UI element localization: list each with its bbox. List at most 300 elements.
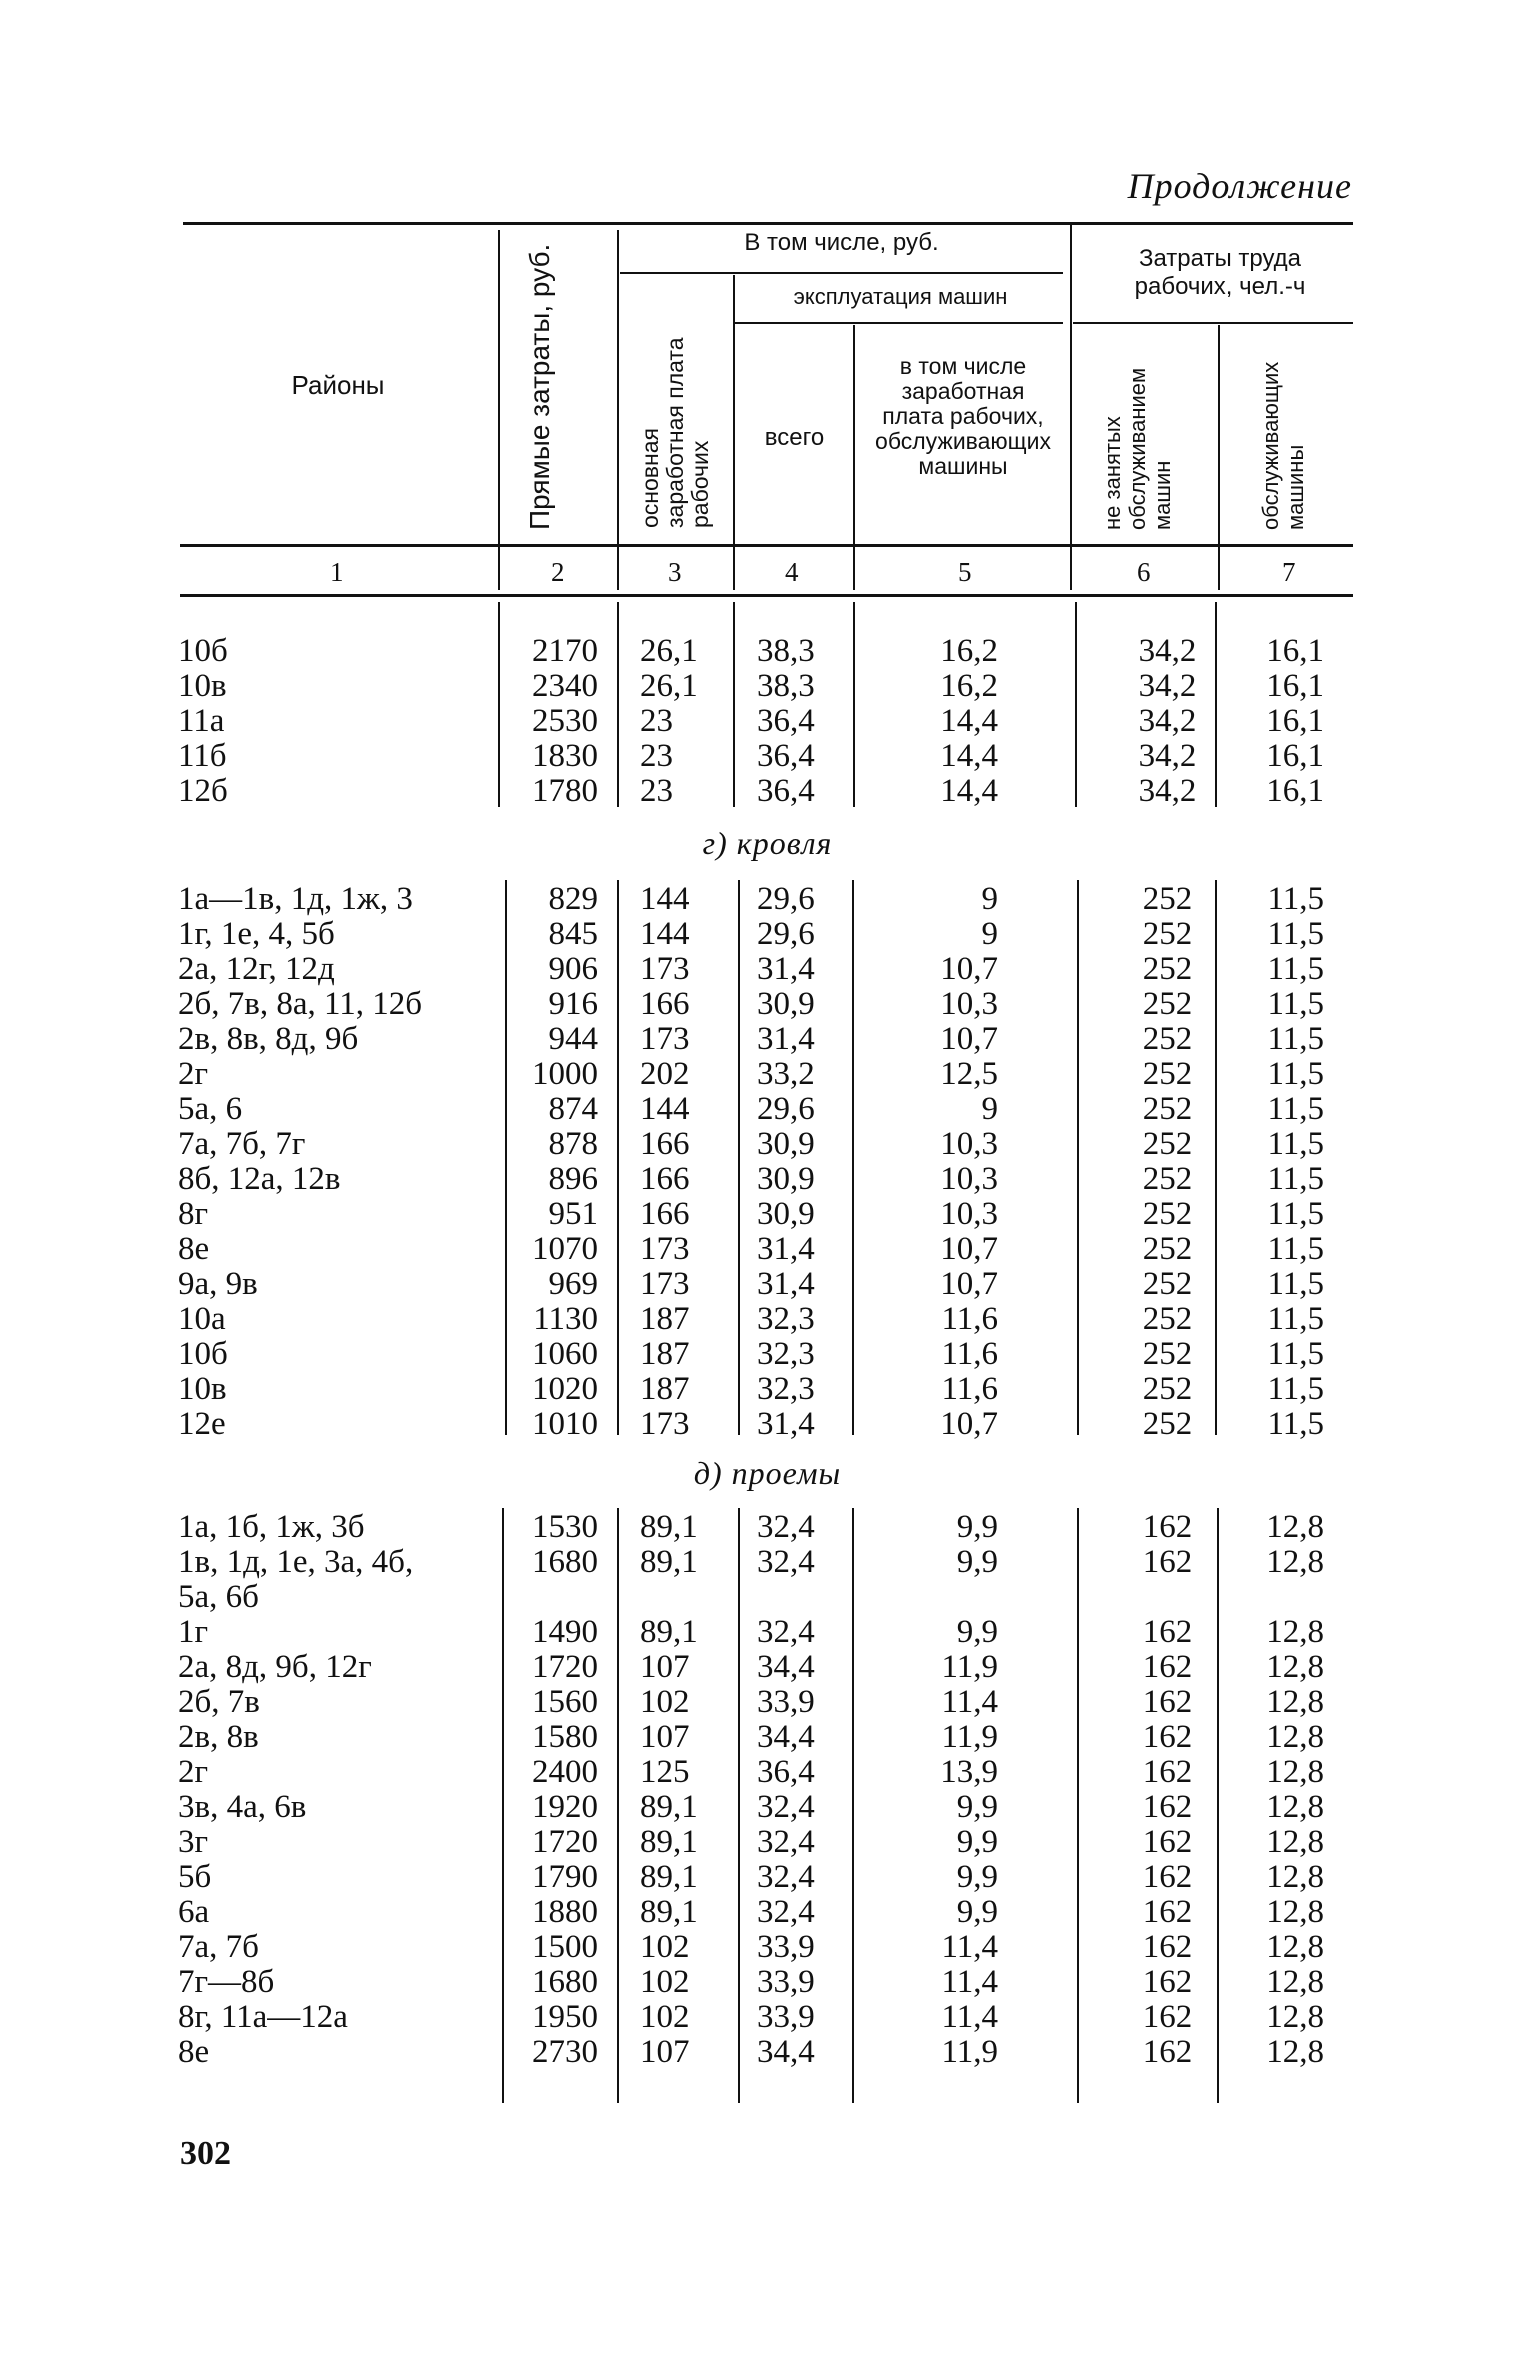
cell-region: 2б, 7в, 8а, 11, 12б	[178, 986, 423, 1022]
cell-wage: 89,1	[640, 1789, 698, 1825]
cell-direct: 896	[548, 1161, 598, 1197]
cell-labor-machines: 12,8	[1266, 1894, 1324, 1930]
cell-machines-wage: 11,9	[941, 1649, 998, 1685]
cell-region: 7г—8б	[178, 1964, 275, 2000]
cell-machines-wage: 9,9	[956, 1894, 998, 1930]
table-row	[0, 1650, 1535, 1685]
cell-machines-total: 32,4	[757, 1614, 815, 1650]
cell-labor-not-machines: 162	[1142, 1999, 1193, 2035]
cell-region: 10б	[178, 1336, 228, 1372]
cell-labor-machines: 16,1	[1266, 703, 1324, 739]
cell-wage: 173	[640, 1231, 690, 1267]
table-row	[0, 1022, 1535, 1057]
cell-direct: 845	[548, 916, 598, 952]
cell-machines-wage: 11,6	[941, 1301, 998, 1337]
cell-machines-wage: 9	[981, 916, 998, 952]
cell-direct: 878	[548, 1126, 598, 1162]
cell-direct: 874	[548, 1091, 598, 1127]
cell-machines-total: 32,4	[757, 1824, 815, 1860]
cell-labor-not-machines: 252	[1142, 881, 1193, 917]
table-row	[0, 1615, 1535, 1650]
cell-wage: 89,1	[640, 1509, 698, 1545]
cell-machines-wage: 11,4	[941, 1964, 998, 2000]
table-row	[0, 1825, 1535, 1860]
cell-region: 12б	[178, 773, 228, 809]
cell-labor-not-machines: 162	[1142, 1509, 1193, 1545]
cell-wage: 23	[640, 738, 673, 774]
cell-direct: 1780	[532, 773, 598, 809]
column-number-7: 7	[1282, 557, 1296, 587]
cell-machines-wage: 9,9	[956, 1824, 998, 1860]
cell-labor-machines: 12,8	[1266, 1614, 1324, 1650]
cell-labor-machines: 11,5	[1267, 1336, 1324, 1372]
cell-machines-total: 29,6	[757, 1091, 815, 1127]
cell-labor-machines: 11,5	[1267, 1161, 1324, 1197]
cell-labor-machines: 12,8	[1266, 1859, 1324, 1895]
cell-machines-total: 34,4	[757, 1719, 815, 1755]
cell-machines-total: 32,3	[757, 1336, 815, 1372]
header-group-labor: Затраты труда рабочих, чел.-ч	[1134, 245, 1306, 300]
cell-labor-machines: 12,8	[1266, 1754, 1324, 1790]
header-group-rub: В том числе, руб.	[744, 229, 939, 256]
cell-direct: 1490	[532, 1614, 598, 1650]
cell-machines-total: 32,4	[757, 1894, 815, 1930]
cell-labor-machines: 11,5	[1267, 1021, 1324, 1057]
cell-machines-wage: 9	[981, 881, 998, 917]
cell-machines-wage: 10,7	[940, 1266, 998, 1302]
cell-labor-not-machines: 162	[1142, 1719, 1193, 1755]
cell-machines-total: 31,4	[757, 1021, 815, 1057]
cell-direct: 1130	[533, 1301, 598, 1337]
cell-machines-wage: 14,4	[940, 703, 998, 739]
cell-machines-total: 30,9	[757, 1126, 815, 1162]
cell-wage: 102	[640, 1999, 690, 2035]
cell-region: 11а	[178, 703, 225, 739]
cell-region: 2в, 8в, 8д, 9б	[178, 1021, 359, 1057]
cell-machines-wage: 10,7	[940, 951, 998, 987]
cell-region: 12е	[178, 1406, 226, 1442]
cell-labor-not-machines: 34,2	[1138, 773, 1197, 809]
cell-wage: 107	[640, 1649, 690, 1685]
cell-machines-total: 36,4	[757, 773, 815, 809]
cell-machines-wage: 11,4	[941, 1929, 998, 1965]
cell-direct: 1010	[532, 1406, 598, 1442]
cell-machines-total: 31,4	[757, 1231, 815, 1267]
column-numbers-rule	[180, 594, 1353, 597]
cell-labor-not-machines: 252	[1142, 1266, 1193, 1302]
table-row	[0, 1755, 1535, 1790]
table-row	[0, 1197, 1535, 1232]
cell-region: 11б	[178, 738, 227, 774]
header-group-machines: эксплуатация машин	[793, 284, 1008, 309]
table-row	[0, 739, 1535, 774]
cell-region: 7а, 7б, 7г	[178, 1126, 306, 1162]
cell-wage: 173	[640, 1021, 690, 1057]
cell-region: 8б, 12а, 12в	[178, 1161, 341, 1197]
table-row	[0, 1860, 1535, 1895]
cell-machines-wage: 11,6	[941, 1336, 998, 1372]
continuation-note: Продолжение	[1127, 166, 1352, 206]
cell-wage: 89,1	[640, 1824, 698, 1860]
cell-machines-total: 30,9	[757, 1161, 815, 1197]
cell-labor-machines: 12,8	[1266, 1964, 1324, 2000]
cell-machines-total: 33,9	[757, 1684, 815, 1720]
cell-labor-machines: 12,8	[1266, 1999, 1324, 2035]
table-row	[0, 952, 1535, 987]
cell-direct: 1680	[532, 1964, 598, 2000]
cell-labor-machines: 11,5	[1267, 1301, 1324, 1337]
cell-direct: 1500	[532, 1929, 598, 1965]
cell-labor-not-machines: 162	[1142, 1964, 1193, 2000]
col-divider-1	[498, 230, 500, 590]
cell-machines-wage: 9	[981, 1091, 998, 1127]
header-base-wage: основная заработная плата рабочих	[637, 337, 713, 528]
table-row	[0, 2000, 1535, 2035]
cell-region: 1а, 1б, 1ж, 3б	[178, 1509, 365, 1545]
cell-region: 8г, 11а—12а	[178, 1999, 348, 2035]
cell-machines-total: 34,4	[757, 2034, 815, 2070]
cell-wage: 107	[640, 1719, 690, 1755]
table-row	[0, 917, 1535, 952]
table-row	[0, 882, 1535, 917]
col-divider-3	[733, 275, 735, 590]
group-labor-underline	[1073, 322, 1353, 324]
cell-machines-wage: 12,5	[940, 1056, 998, 1092]
column-number-6: 6	[1137, 557, 1151, 587]
cell-labor-machines: 12,8	[1266, 2034, 1324, 2070]
cell-machines-total: 30,9	[757, 1196, 815, 1232]
cell-direct: 1720	[532, 1649, 598, 1685]
cell-direct: 829	[548, 881, 598, 917]
cell-region: 2г	[178, 1056, 209, 1092]
cell-labor-not-machines: 162	[1142, 1649, 1193, 1685]
cell-labor-machines: 12,8	[1266, 1929, 1324, 1965]
cell-machines-wage: 10,3	[940, 1126, 998, 1162]
table-row	[0, 1930, 1535, 1965]
cell-direct: 1720	[532, 1824, 598, 1860]
cell-direct: 2530	[532, 703, 598, 739]
cell-machines-total: 36,4	[757, 703, 815, 739]
cell-wage: 23	[640, 773, 673, 809]
cell-wage: 166	[640, 1196, 690, 1232]
cell-machines-total: 33,2	[757, 1056, 815, 1092]
cell-region: 2г	[178, 1754, 209, 1790]
cell-wage: 173	[640, 1266, 690, 1302]
cell-region: 3в, 4а, 6в	[178, 1789, 307, 1825]
cell-region: 1г	[178, 1614, 209, 1650]
header-regions: Районы	[291, 370, 385, 400]
cell-wage: 144	[640, 916, 690, 952]
table-row	[0, 1127, 1535, 1162]
cell-labor-not-machines: 252	[1142, 1336, 1193, 1372]
table-row	[0, 1510, 1535, 1545]
cell-machines-total: 32,3	[757, 1301, 815, 1337]
cell-labor-machines: 11,5	[1267, 986, 1324, 1022]
cell-labor-not-machines: 162	[1142, 1684, 1193, 1720]
cell-labor-not-machines: 34,2	[1138, 738, 1197, 774]
cell-wage: 125	[640, 1754, 690, 1790]
cell-labor-machines: 11,5	[1267, 881, 1324, 917]
cell-labor-not-machines: 252	[1142, 1091, 1193, 1127]
cell-region: 3г	[178, 1824, 209, 1860]
cell-labor-not-machines: 162	[1142, 1859, 1193, 1895]
cell-labor-not-machines: 162	[1142, 1754, 1193, 1790]
table-row	[0, 1790, 1535, 1825]
cell-wage: 144	[640, 881, 690, 917]
group-machines-underline	[735, 322, 1063, 324]
cell-direct: 2400	[532, 1754, 598, 1790]
cell-wage: 166	[640, 986, 690, 1022]
table-row	[0, 1372, 1535, 1407]
header-direct-costs: Прямые затраты, руб.	[524, 243, 555, 530]
cell-direct: 2170	[532, 633, 598, 669]
cell-direct: 2340	[532, 668, 598, 704]
table-row	[0, 1267, 1535, 1302]
cell-machines-total: 32,4	[757, 1509, 815, 1545]
cell-direct: 944	[548, 1021, 598, 1057]
header-labor-not-machines: не занятых обслуживанием машин	[1100, 367, 1175, 530]
cell-machines-wage: 10,3	[940, 1161, 998, 1197]
cell-direct: 1060	[532, 1336, 598, 1372]
cell-machines-wage: 13,9	[940, 1754, 998, 1790]
cell-machines-total: 33,9	[757, 1929, 815, 1965]
cell-region: 8е	[178, 1231, 210, 1267]
cell-region: 8г	[178, 1196, 209, 1232]
cell-labor-machines: 12,8	[1266, 1509, 1324, 1545]
cell-region: 10в	[178, 668, 227, 704]
cell-direct: 951	[548, 1196, 598, 1232]
cell-machines-total: 32,4	[757, 1544, 815, 1580]
column-number-4: 4	[785, 557, 799, 587]
cell-machines-total: 36,4	[757, 738, 815, 774]
table-row	[0, 1580, 1535, 1615]
cell-labor-machines: 16,1	[1266, 738, 1324, 774]
cell-machines-wage: 11,9	[941, 1719, 998, 1755]
col-divider-2	[617, 230, 619, 590]
cell-labor-not-machines: 252	[1142, 1406, 1193, 1442]
cell-direct: 916	[548, 986, 598, 1022]
table-row	[0, 774, 1535, 809]
column-number-3: 3	[668, 557, 682, 587]
cell-direct: 1790	[532, 1859, 598, 1895]
cell-region: 1в, 1д, 1е, 3а, 4б,	[178, 1544, 414, 1580]
table-row	[0, 1232, 1535, 1267]
cell-direct: 906	[548, 951, 598, 987]
cell-region: 2в, 8в	[178, 1719, 259, 1755]
cell-labor-machines: 11,5	[1267, 1126, 1324, 1162]
cell-wage: 89,1	[640, 1894, 698, 1930]
cell-machines-wage: 11,4	[941, 1999, 998, 2035]
cell-labor-machines: 16,1	[1266, 773, 1324, 809]
cell-labor-not-machines: 162	[1142, 1544, 1193, 1580]
table-row	[0, 1162, 1535, 1197]
cell-machines-total: 31,4	[757, 1266, 815, 1302]
table-row	[0, 634, 1535, 669]
cell-labor-not-machines: 252	[1142, 1056, 1193, 1092]
cell-direct: 1530	[532, 1509, 598, 1545]
cell-labor-not-machines: 252	[1142, 986, 1193, 1022]
cell-labor-machines: 11,5	[1267, 1266, 1324, 1302]
cell-direct: 1020	[532, 1371, 598, 1407]
cell-labor-not-machines: 252	[1142, 1161, 1193, 1197]
cell-labor-not-machines: 34,2	[1138, 633, 1197, 669]
page-number: 302	[180, 2135, 231, 2172]
table-row	[0, 2035, 1535, 2070]
cell-machines-total: 32,3	[757, 1371, 815, 1407]
cell-labor-not-machines: 252	[1142, 1371, 1193, 1407]
cell-labor-not-machines: 252	[1142, 1231, 1193, 1267]
cell-labor-not-machines: 162	[1142, 1824, 1193, 1860]
cell-wage: 89,1	[640, 1544, 698, 1580]
table-row	[0, 1685, 1535, 1720]
cell-labor-not-machines: 252	[1142, 1301, 1193, 1337]
cell-region: 2а, 8д, 9б, 12г	[178, 1649, 372, 1685]
cell-wage: 187	[640, 1301, 690, 1337]
cell-wage: 202	[640, 1056, 690, 1092]
cell-machines-wage: 11,4	[941, 1684, 998, 1720]
cell-direct: 2730	[532, 2034, 598, 2070]
table-row	[0, 1895, 1535, 1930]
cell-direct: 1920	[532, 1789, 598, 1825]
cell-direct: 1000	[532, 1056, 598, 1092]
cell-machines-wage: 14,4	[940, 738, 998, 774]
cell-machines-wage: 16,2	[940, 668, 998, 704]
cell-machines-total: 32,4	[757, 1859, 815, 1895]
cell-machines-total: 30,9	[757, 986, 815, 1022]
table-row	[0, 1965, 1535, 2000]
cell-machines-wage: 10,7	[940, 1406, 998, 1442]
cell-labor-machines: 11,5	[1267, 1371, 1324, 1407]
cell-machines-wage: 11,6	[941, 1371, 998, 1407]
group-rub-underline	[620, 272, 1063, 274]
section-title-roof: г) кровля	[702, 825, 833, 861]
cell-labor-machines: 12,8	[1266, 1684, 1324, 1720]
cell-labor-machines: 11,5	[1267, 1196, 1324, 1232]
table-row	[0, 1057, 1535, 1092]
cell-machines-total: 38,3	[757, 668, 815, 704]
cell-labor-machines: 11,5	[1267, 916, 1324, 952]
cell-wage: 26,1	[640, 633, 698, 669]
cell-region: 9а, 9в	[178, 1266, 258, 1302]
cell-region: 1г, 1е, 4, 5б	[178, 916, 335, 952]
cell-labor-machines: 11,5	[1267, 1056, 1324, 1092]
cell-machines-total: 29,6	[757, 881, 815, 917]
cell-wage: 107	[640, 2034, 690, 2070]
cell-machines-total: 32,4	[757, 1789, 815, 1825]
col-divider-6	[1218, 325, 1220, 590]
cell-direct: 1070	[532, 1231, 598, 1267]
cell-labor-machines: 11,5	[1267, 1406, 1324, 1442]
cell-labor-not-machines: 252	[1142, 1196, 1193, 1232]
cell-region: 5а, 6б	[178, 1579, 259, 1615]
cell-labor-not-machines: 252	[1142, 1126, 1193, 1162]
cell-region: 6а	[178, 1894, 210, 1930]
cell-machines-wage: 11,9	[941, 2034, 998, 2070]
table-row	[0, 1092, 1535, 1127]
cell-machines-wage: 14,4	[940, 773, 998, 809]
cell-machines-wage: 9,9	[956, 1544, 998, 1580]
cell-labor-not-machines: 162	[1142, 1614, 1193, 1650]
cell-machines-total: 36,4	[757, 1754, 815, 1790]
cell-region: 2а, 12г, 12д	[178, 951, 335, 987]
cell-region: 10а	[178, 1301, 226, 1337]
cell-wage: 144	[640, 1091, 690, 1127]
cell-labor-not-machines: 34,2	[1138, 703, 1197, 739]
cell-direct: 1830	[532, 738, 598, 774]
cell-machines-wage: 9,9	[956, 1614, 998, 1650]
cell-machines-wage: 9,9	[956, 1509, 998, 1545]
cell-region: 8е	[178, 2034, 210, 2070]
column-number-2: 2	[551, 557, 565, 587]
cell-labor-not-machines: 162	[1142, 1894, 1193, 1930]
table-row	[0, 1407, 1535, 1442]
cell-labor-machines: 11,5	[1267, 1091, 1324, 1127]
cell-labor-machines: 12,8	[1266, 1824, 1324, 1860]
cell-machines-wage: 16,2	[940, 633, 998, 669]
table-row	[0, 1545, 1535, 1580]
col-divider-4	[853, 325, 855, 590]
cell-labor-not-machines: 162	[1142, 1789, 1193, 1825]
cell-direct: 969	[548, 1266, 598, 1302]
cell-wage: 173	[640, 951, 690, 987]
column-number-5: 5	[958, 557, 972, 587]
cell-wage: 102	[640, 1964, 690, 2000]
cell-wage: 187	[640, 1371, 690, 1407]
cell-wage: 166	[640, 1126, 690, 1162]
cell-machines-total: 34,4	[757, 1649, 815, 1685]
header-bottom-rule	[180, 544, 1353, 547]
table-row	[0, 1302, 1535, 1337]
cell-labor-machines: 16,1	[1266, 633, 1324, 669]
cell-labor-machines: 11,5	[1267, 1231, 1324, 1267]
cell-labor-machines: 12,8	[1266, 1544, 1324, 1580]
cell-labor-machines: 12,8	[1266, 1789, 1324, 1825]
cell-labor-not-machines: 162	[1142, 1929, 1193, 1965]
cell-machines-total: 31,4	[757, 951, 815, 987]
cell-labor-machines: 16,1	[1266, 668, 1324, 704]
cell-machines-wage: 10,7	[940, 1231, 998, 1267]
cell-labor-not-machines: 252	[1142, 916, 1193, 952]
cell-labor-machines: 12,8	[1266, 1719, 1324, 1755]
cell-region: 2б, 7в	[178, 1684, 260, 1720]
cell-region: 10б	[178, 633, 228, 669]
table-row	[0, 1337, 1535, 1372]
cell-direct: 1880	[532, 1894, 598, 1930]
table-row	[0, 669, 1535, 704]
table-row	[0, 987, 1535, 1022]
cell-machines-total: 38,3	[757, 633, 815, 669]
cell-direct: 1560	[532, 1684, 598, 1720]
cell-machines-wage: 10,7	[940, 1021, 998, 1057]
cell-region: 5а, 6	[178, 1091, 243, 1127]
cell-labor-machines: 11,5	[1267, 951, 1324, 987]
section-title-openings: д) проемы	[693, 1455, 842, 1491]
cell-labor-not-machines: 34,2	[1138, 668, 1197, 704]
cell-wage: 23	[640, 703, 673, 739]
header-labor-machines: обслуживающих машины	[1258, 361, 1308, 530]
cell-wage: 89,1	[640, 1614, 698, 1650]
cell-wage: 102	[640, 1929, 690, 1965]
header-machine-wage: в том числе заработная плата рабочих, обслуживающих машины	[875, 353, 1051, 479]
cell-machines-total: 33,9	[757, 1964, 815, 2000]
cell-region: 10в	[178, 1371, 227, 1407]
cell-direct: 1580	[532, 1719, 598, 1755]
table-row	[0, 1720, 1535, 1755]
cell-direct: 1680	[532, 1544, 598, 1580]
cell-region: 5б	[178, 1859, 212, 1895]
cell-labor-machines: 12,8	[1266, 1649, 1324, 1685]
table-top-rule	[183, 222, 1353, 225]
